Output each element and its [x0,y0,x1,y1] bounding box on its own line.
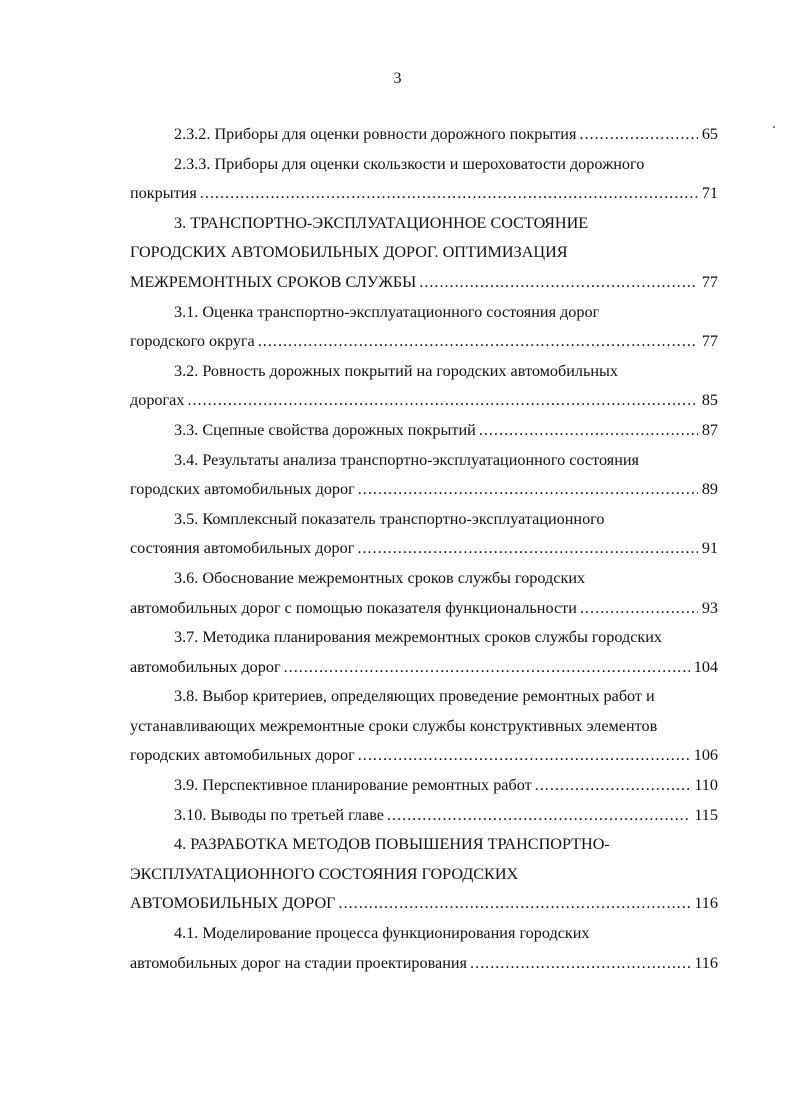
toc-entry-final-line [130,327,718,357]
toc-entry [130,298,718,357]
toc-entry-title: автомобильных дорог с помощью показателя функциональности [130,598,577,617]
toc-entry [130,446,718,505]
toc-entry [130,771,718,801]
toc-entry-final-line [130,771,718,801]
toc-entry-page: 104 [693,657,718,676]
toc-entry-final-line [130,120,718,150]
toc-entry-title: автомобильных дорог [130,657,281,676]
toc-entry-title: состояния автомобильных дорог [130,539,355,558]
toc-dot-leader [535,771,691,801]
toc-dot-leader [339,889,691,919]
toc-dot-leader [284,653,690,683]
toc-entry-title-line: 4.1. Моделирование процесса функционирования городских [174,924,590,943]
toc-entry-title-line: устанавливающих межремонтные сроки службы конструктивных элементов [130,716,658,735]
toc-entry-page: 89 [701,480,718,499]
toc-entry [130,919,718,978]
toc-entry [130,801,718,831]
toc-entry-final-line [130,386,718,416]
toc-entry-title-line: ГОРОДСКИХ АВТОМОБИЛЬНЫХ ДОРОГ. ОПТИМИЗАЦИЯ [130,243,568,262]
toc-entry-title-line: ЭКСПЛУАТАЦИОННОГО СОСТОЯНИЯ ГОРОДСКИХ [130,864,519,883]
toc-dot-leader [387,801,690,831]
toc-entry-page: 65 [701,125,718,143]
toc-dot-leader [200,179,698,209]
scan-speck [773,126,775,128]
toc-entry-page: 87 [701,420,718,439]
toc-entry-title-line: 3.7. Методика планирования межремонтных сроков службы городских [174,628,663,647]
toc-dot-leader [358,475,698,505]
toc-entry-title: 2.3.2. Приборы для оценки ровности дорожного покрытия [174,125,577,143]
toc-entry-title-line: 3.2. Ровность дорожных покрытий на городских автомобильных [174,361,618,380]
toc-dot-leader [258,327,698,357]
toc-entry [130,150,718,209]
toc-entry-final-line [130,741,718,771]
toc-entry-title-line: 3. ТРАНСПОРТНО-ЭКСПЛУАТАЦИОННОЕ СОСТОЯНИЕ [174,213,589,232]
toc-entry-final-line [130,949,718,979]
page-number: 3 [393,70,402,87]
toc-dot-leader [479,416,698,446]
toc-entry-page: 77 [701,332,718,351]
toc-entry-title: 3.10. Выводы по третьей главе [174,805,384,824]
toc-entry-title-line: 4. РАЗРАБОТКА МЕТОДОВ ПОВЫШЕНИЯ ТРАНСПОРТНО- [174,835,610,854]
toc-entry-title-line: 3.5. Комплексный показатель транспортно-эксплуатационного [174,509,605,528]
toc-entry [130,830,718,919]
toc-entry-title-line: 3.1. Оценка транспортно-эксплуатационного состояния дорог [174,302,600,321]
toc-entry-title-line: 3.8. Выбор критериев, определяющих проведение ремонтных работ и [174,687,655,706]
toc-entry-final-line [130,653,718,683]
toc-entry-page: 71 [701,184,718,203]
toc-entry-title: покрытия [130,184,197,203]
toc-entry-title-line: 3.4. Результаты анализа транспортно-эксплуатационного состояния [174,450,639,469]
toc-entry [130,623,718,682]
toc-dot-leader [187,386,697,416]
toc-entry [130,564,718,623]
toc-entry-final-line [130,534,718,564]
toc-entry-title: АВТОМОБИЛЬНЫХ ДОРОГ [130,894,336,913]
toc-entry-page: 116 [694,953,718,972]
toc-entry-page: 93 [701,598,718,617]
toc-entry-title: городского округа [130,332,255,351]
toc-entry [130,120,718,150]
toc-entry-final-line [130,179,718,209]
toc-dot-leader [358,741,690,771]
toc-entry-page: 85 [701,391,718,410]
toc-dot-leader [580,594,698,624]
toc-entry-page: 91 [701,539,718,558]
toc-entry [130,505,718,564]
toc-entry [130,209,718,298]
toc-entry [130,357,718,416]
toc-entry-title: городских автомобильных дорог [130,480,355,499]
toc-entry-title: МЕЖРЕМОНТНЫХ СРОКОВ СЛУЖБЫ [130,272,417,291]
toc-dot-leader [579,120,697,150]
toc-entry-final-line [130,475,718,505]
toc-entry-final-line [130,594,718,624]
toc-dot-leader [470,949,690,979]
toc-entry-title-line: 2.3.3. Приборы для оценки скользкости и шероховатости дорожного [174,154,645,173]
toc-entry-final-line [130,889,718,919]
toc-entry-title: 3.3. Сцепные свойства дорожных покрытий [174,420,476,439]
toc-entry [130,416,718,446]
toc-entry-title-line: 3.6. Обоснование межремонтных сроков службы городских [174,568,586,587]
toc-entry-final-line [130,416,718,446]
toc-entry [130,682,718,771]
toc-entry-page: 77 [701,272,718,291]
toc-entry-page: 115 [694,805,718,824]
toc-entry-final-line [130,801,718,831]
table-of-contents [130,120,718,978]
toc-entry-page: 110 [694,776,718,795]
toc-entry-title: автомобильных дорог на стадии проектирования [130,953,467,972]
toc-dot-leader [419,268,698,298]
toc-entry-title: 3.9. Перспективное планирование ремонтных работ [174,776,532,795]
toc-dot-leader [357,534,697,564]
toc-entry-page: 106 [693,746,718,765]
toc-entry-final-line [130,268,718,298]
toc-entry-title: городских автомобильных дорог [130,746,355,765]
toc-entry-title: дорогах [130,391,185,410]
toc-entry-page: 116 [694,894,718,913]
